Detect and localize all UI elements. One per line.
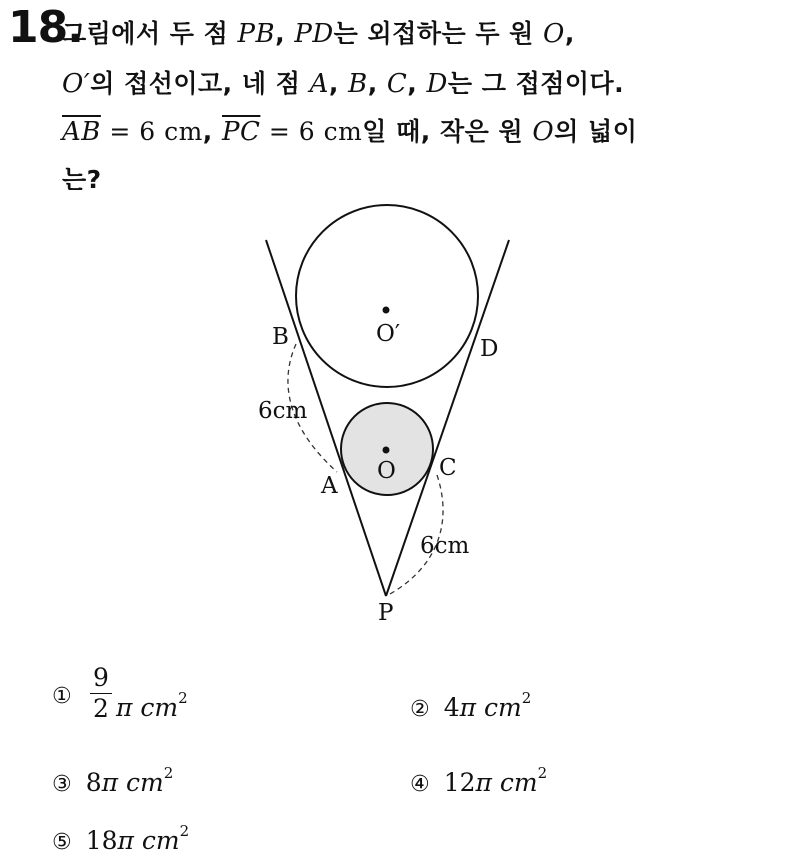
text: , [202,117,222,146]
math-O-prime: O′ [62,69,91,99]
text: 일 때, 작은 원 [362,117,533,146]
choice-coef: 12 [443,768,476,797]
text: , [407,69,427,98]
choice-3[interactable] [52,764,173,797]
label-P: P [378,600,394,626]
fraction-denominator: 2 [93,694,109,723]
label-A: A [321,473,338,499]
fraction-numerator: 9 [93,663,109,692]
choice-unit: π cm [117,826,180,855]
math-O: O [543,19,565,49]
math-value: = 6 cm [100,117,203,146]
label-C: C [439,455,457,481]
math-PB: PB [237,19,276,49]
choice-unit: π cm [475,768,538,797]
text: 는 외접하는 두 원 [333,19,544,48]
choice-1[interactable] [52,680,86,709]
choice-4[interactable] [410,764,547,797]
exponent: 2 [178,689,188,707]
label-length-PC: 6cm [420,533,470,559]
math-C: C [386,69,408,99]
large-circle-O-prime [296,205,478,387]
center-dot-O [383,447,390,454]
math-O: O [532,117,555,147]
label-D: D [480,336,499,362]
math-value: = 6 cm [260,117,363,146]
choice-unit: π cm [116,693,179,722]
choice-2[interactable] [410,689,531,722]
choice-coef: 8 [85,768,102,797]
choice-1-unit [116,689,188,722]
choice-unit: π cm [101,768,164,797]
label-O: O [377,458,396,484]
exponent: 2 [163,764,174,782]
label-O-prime: O′ [376,321,401,347]
text: , [564,19,575,48]
choice-number: ② [410,697,430,722]
math-D: D [426,69,448,99]
choice-number: ① [52,684,72,709]
choice-coef: 4 [443,693,460,722]
choice-1-fraction [90,664,112,723]
question-number: 18. [8,2,83,53]
math-A: A [309,69,329,99]
choice-number: ⑤ [52,830,72,855]
exponent: 2 [179,822,190,840]
choice-number: ③ [52,772,72,797]
label-length-AB: 6cm [258,398,308,424]
math-segment-PC: $\overline{PC}$ [222,117,261,147]
choice-number: ④ [410,772,430,797]
choice-coef: 18 [85,826,118,855]
exponent: 2 [537,764,548,782]
text: 의 넓이 [554,117,638,146]
text: , [367,69,387,98]
exponent: 2 [521,689,532,707]
text: 는 그 접점이다. [447,69,625,98]
center-dot-O-prime [383,307,390,314]
text: 그림에서 두 점 [62,19,238,48]
math-segment-AB: $\overline{AB}$ [62,117,101,147]
text: 의 접선이고, 네 점 [90,69,310,98]
question-line-4: 는? [62,165,102,194]
text: , [328,69,349,98]
math-B: B [348,69,368,99]
choice-5[interactable] [52,822,189,855]
math-PD: PD [294,19,334,49]
label-B: B [272,324,289,350]
choice-unit: π cm [459,693,522,722]
text: , [275,19,295,48]
